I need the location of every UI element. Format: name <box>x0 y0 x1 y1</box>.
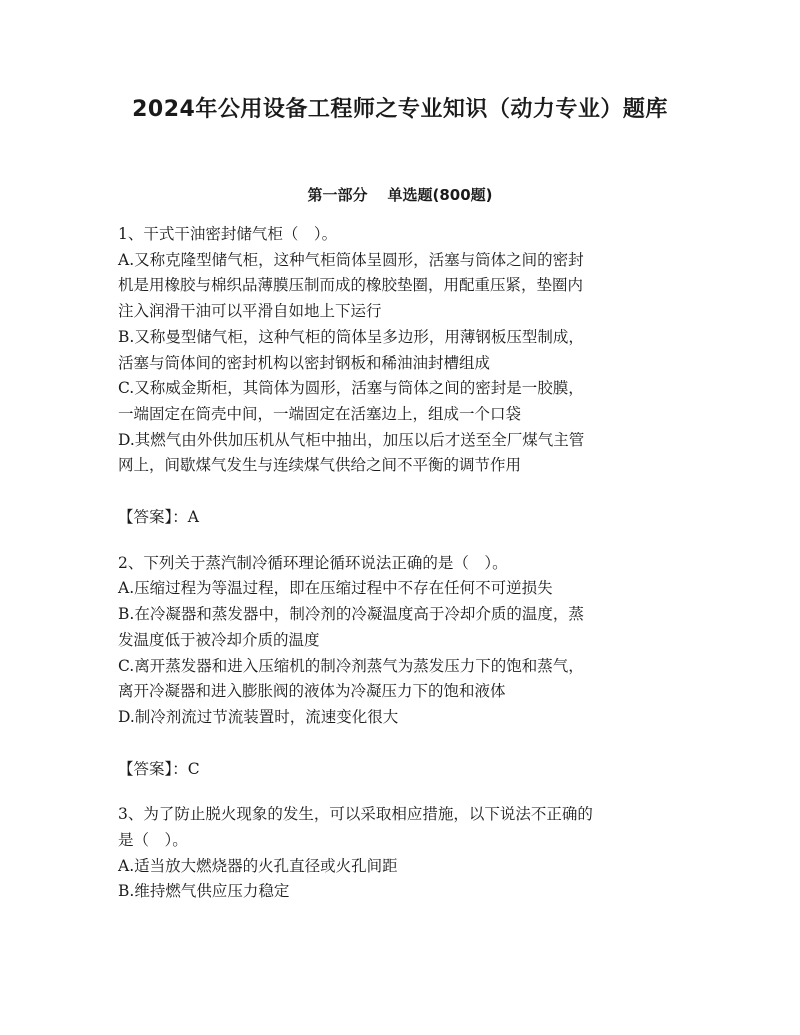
question-3-option-a: A.适当放大燃烧器的火孔直径或火孔间距 <box>118 856 398 875</box>
question-1-option-a: A.又称克隆型储气柜，这种气柜筒体呈圆形，活塞与筒体之间的密封 <box>118 250 584 269</box>
question-2-option-c: C.离开蒸发器和进入压缩机的制冷剂蒸气为蒸发压力下的饱和蒸气， <box>118 656 584 675</box>
question-3-stem: 3、为了防止脱火现象的发生，可以采取相应措施，以下说法不正确的 <box>118 805 593 824</box>
section-part: 第一部分 <box>307 186 368 204</box>
question-1-option-b: B.又称曼型储气柜，这种气柜的筒体呈多边形，用薄钢板压型制成， <box>118 327 584 346</box>
question-2 <box>118 551 678 783</box>
question-2-option-c-cont: 离开冷凝器和进入膨胀阀的液体为冷凝压力下的饱和液体 <box>118 682 506 701</box>
question-3-option-b: B.维持燃气供应压力稳定 <box>118 882 290 901</box>
question-1-option-a-cont: 注入润滑干油可以平滑自如地上下运行 <box>118 302 382 321</box>
question-3 <box>118 802 678 905</box>
section-title <box>0 184 800 205</box>
question-2-option-a: A.压缩过程为等温过程，即在压缩过程中不存在任何不可逆损失 <box>118 579 553 598</box>
question-1-option-d-cont: 网上，间歇煤气发生与连续煤气供给之间不平衡的调节作用 <box>118 456 522 475</box>
question-1-stem: 1、干式干油密封储气柜（ ）。 <box>118 225 338 243</box>
question-1-option-d: D.其燃气由外供加压机从气柜中抽出，加压以后才送至全厂煤气主管 <box>118 430 585 449</box>
question-2-stem: 2、下列关于蒸汽制冷循环理论循环说法正确的是（ ）。 <box>118 553 508 572</box>
question-1-option-b-cont: 活塞与筒体间的密封机构以密封钢板和稀油油封槽组成 <box>118 353 491 372</box>
section-name: 单选题(800题) <box>387 186 493 204</box>
question-2-option-b-cont: 发温度低于被冷却介质的温度 <box>118 630 320 649</box>
document-title: 2024年公用设备工程师之专业知识（动力专业）题库 <box>132 97 668 122</box>
question-1-option-a-cont: 机是用橡胶与棉织品薄膜压制而成的橡胶垫圈，用配重压紧，垫圈内 <box>118 276 584 295</box>
question-2-answer: 【答案】：C <box>118 759 200 778</box>
question-2-option-b: B.在冷凝器和蒸发器中，制冷剂的冷凝温度高于冷却介质的温度，蒸 <box>118 605 584 624</box>
question-3-stem-cont: 是（ ）。 <box>118 831 188 850</box>
question-1-answer: 【答案】：A <box>118 508 199 527</box>
question-list <box>118 222 678 905</box>
question-2-option-d: D.制冷剂流过节流装置时，流速变化很大 <box>118 707 399 726</box>
question-1-option-c-cont: 一端固定在筒壳中间，一端固定在活塞边上，组成一个口袋 <box>118 404 522 423</box>
question-1 <box>118 222 678 531</box>
question-1-option-c: C.又称威金斯柜，其筒体为圆形，活塞与筒体之间的密封是一胶膜， <box>118 379 584 398</box>
